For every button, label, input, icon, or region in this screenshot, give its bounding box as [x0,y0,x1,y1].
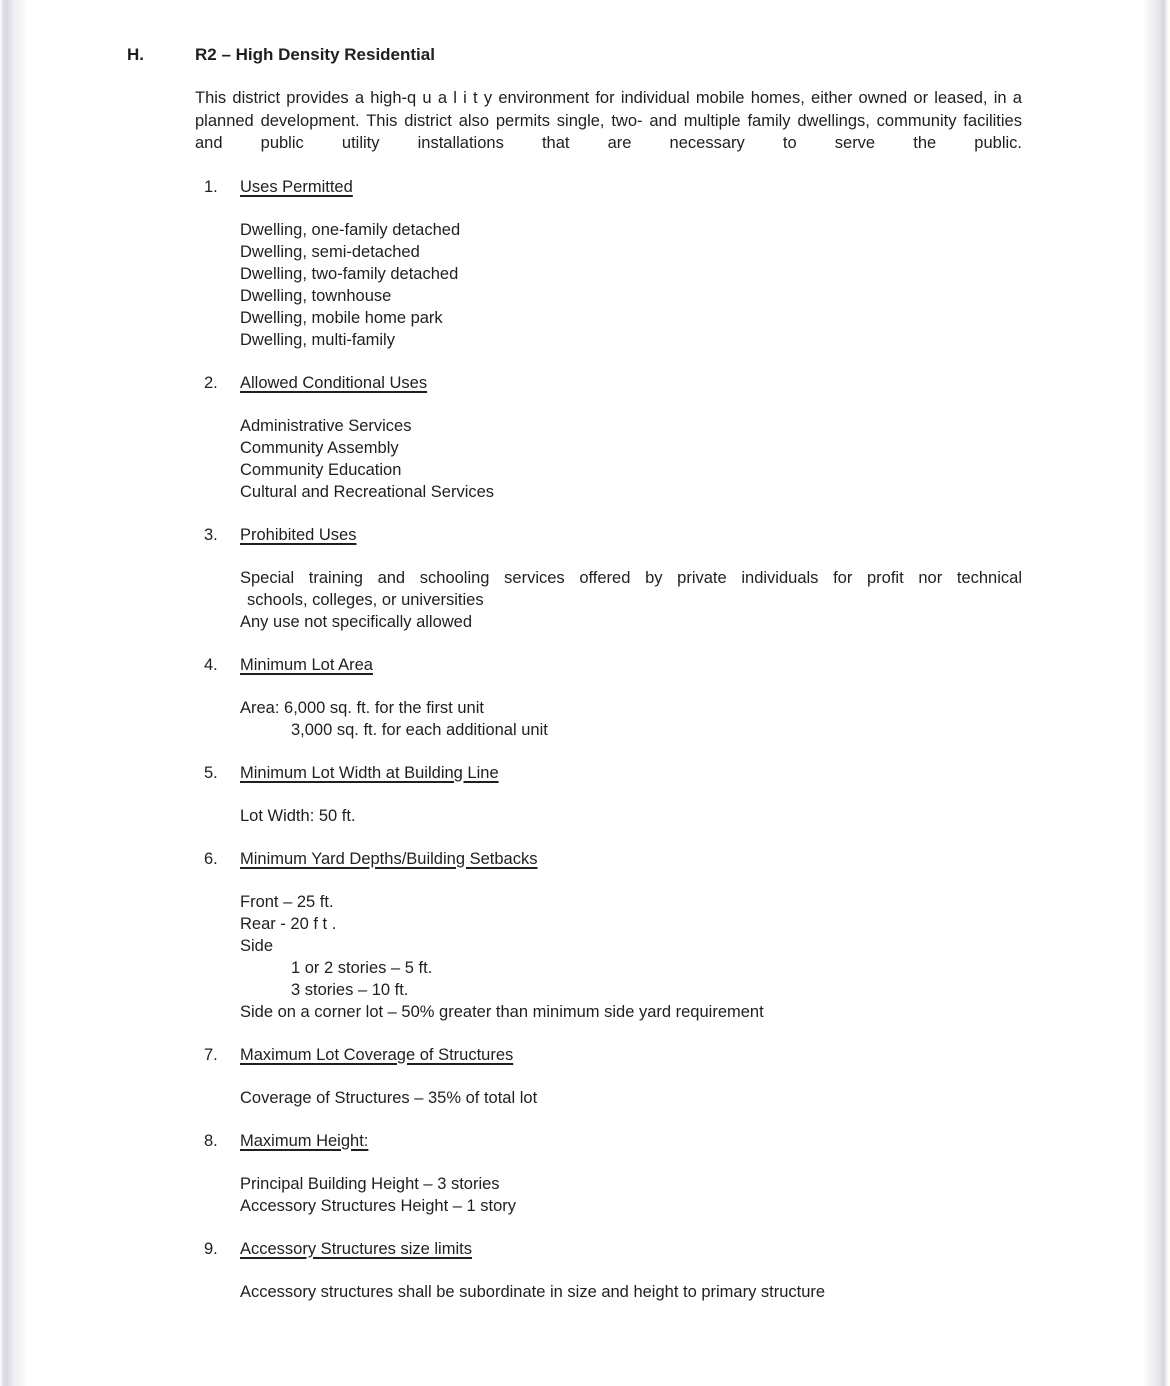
section-body [240,1087,1022,1109]
section-number: 7. [204,1045,218,1064]
section-heading: Minimum Lot Area [240,655,373,674]
section-heading-row [204,654,1022,676]
body-line: Any use not specifically allowed [240,612,473,631]
body-line: Front – 25 ft. [240,892,334,911]
sections [204,176,1022,1303]
section-2 [204,372,1022,503]
section-number: 6. [204,849,218,868]
section-body [240,219,1022,351]
body-line: 3,000 sq. ft. for each additional unit [291,720,548,739]
section-5 [204,762,1022,827]
section-heading-row [204,1238,1022,1260]
body-line: Administrative Services [240,416,412,435]
section-8 [204,1130,1022,1217]
section-heading: Prohibited Uses [240,525,357,544]
section-3 [204,524,1022,633]
section-body [240,891,1022,1023]
section-body [240,1281,1022,1303]
section-number: 1. [204,177,218,196]
body-line: Principal Building Height – 3 stories [240,1174,500,1193]
body-line: Dwelling, semi-detached [240,242,420,261]
body-line: Rear - 20 f t . [240,914,337,933]
section-body [240,697,1022,741]
body-line: Lot Width: 50 ft. [240,806,356,825]
section-heading-row [204,372,1022,394]
section-heading-row [204,1044,1022,1066]
section-heading-row [204,176,1022,198]
body-line: Side on a corner lot – 50% greater than minimum side yard requirement [240,1002,764,1021]
body-line: Accessory Structures Height – 1 story [240,1196,517,1215]
section-body [240,567,1022,633]
section-number: 8. [204,1131,218,1150]
body-line: 3 stories – 10 ft. [291,980,409,999]
body-line: Area: 6,000 sq. ft. for the first unit [240,698,484,717]
section-number: 9. [204,1239,218,1258]
body-line: Dwelling, townhouse [240,286,392,305]
body-line: Dwelling, one-family detached [240,220,461,239]
section-9 [204,1238,1022,1303]
section-number: 5. [204,763,218,782]
section-heading: Accessory Structures size limits [240,1239,472,1258]
body-line: Dwelling, two-family detached [240,264,459,283]
body-line: Special training and schooling services offered by private individuals for profit nor technical [240,568,1022,587]
section-1 [204,176,1022,351]
section-letter: H. [127,45,144,64]
section-heading: Allowed Conditional Uses [240,373,428,392]
section-heading: Minimum Yard Depths/Building Setbacks [240,849,538,868]
intro-paragraph: This district provides a high-q u a l i t y environment for individual mobile homes, either owned or leased, in a planned development. This district also permits single, two- and multiple family dwellings, community facilities and public utility installations that are necessary to serve the public. [195,89,1022,152]
section-number: 4. [204,655,218,674]
body-line: Community Assembly [240,438,399,457]
document-page [0,44,1170,1303]
body-line: 1 or 2 stories – 5 ft. [291,958,433,977]
section-6 [204,848,1022,1023]
section-4 [204,654,1022,741]
section-heading: Uses Permitted [240,177,353,196]
body-line: Community Education [240,460,402,479]
body-line: Dwelling, mobile home park [240,308,443,327]
section-body [240,1173,1022,1217]
section-heading: Maximum Height: [240,1131,369,1150]
body-line: Dwelling, multi-family [240,330,395,349]
section-number: 2. [204,373,218,392]
document-header [127,44,1170,66]
body-line: schools, colleges, or universities [247,590,484,609]
section-heading: Minimum Lot Width at Building Line [240,763,499,782]
body-line: Side [240,936,274,955]
body-line: Coverage of Structures – 35% of total lot [240,1088,538,1107]
section-heading-row [204,524,1022,546]
section-heading: Maximum Lot Coverage of Structures [240,1045,514,1064]
section-heading-row [204,848,1022,870]
document-title: R2 – High Density Residential [195,45,435,64]
section-number: 3. [204,525,218,544]
section-body [240,415,1022,503]
section-7 [204,1044,1022,1109]
section-heading-row [204,762,1022,784]
body-line: Accessory structures shall be subordinate in size and height to primary structure [240,1282,826,1301]
section-body [240,805,1022,827]
section-heading-row [204,1130,1022,1152]
body-line: Cultural and Recreational Services [240,482,495,501]
